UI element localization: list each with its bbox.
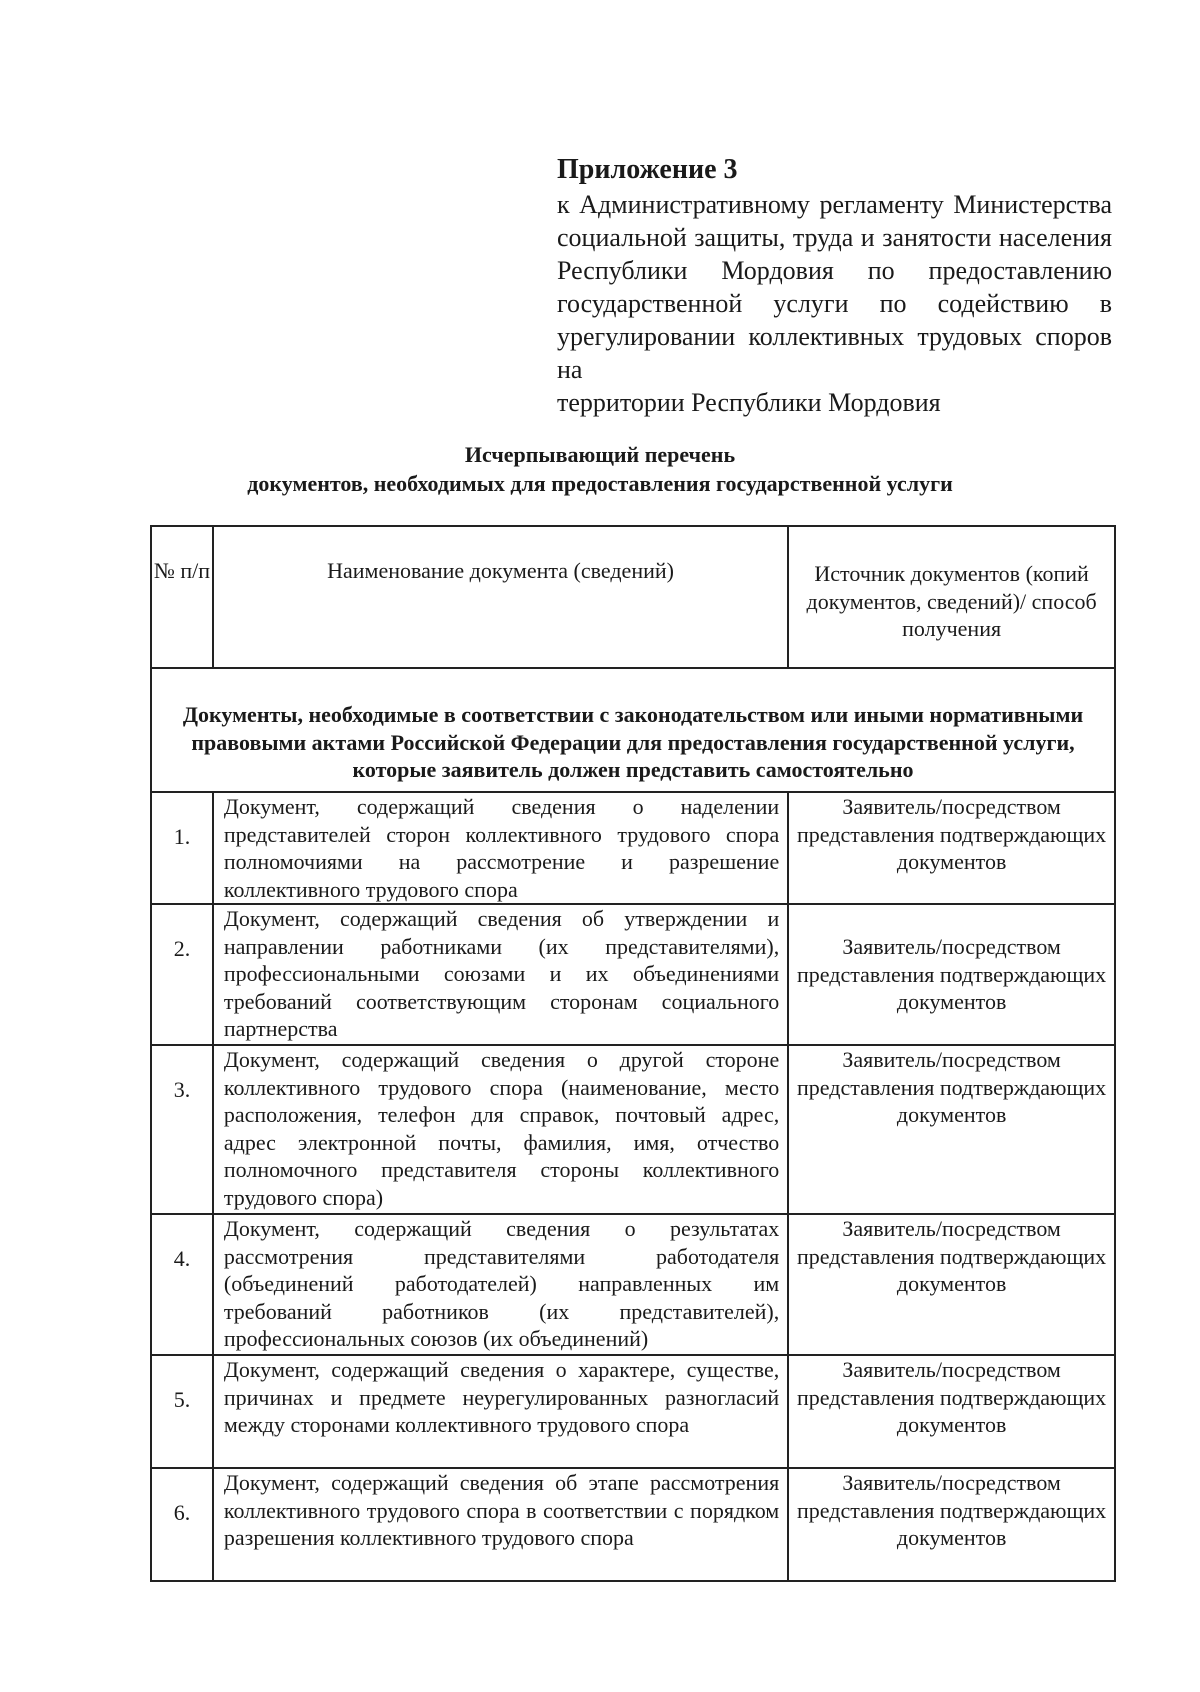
row-number: 3. [151, 1045, 213, 1214]
section-title: Документы, необходимые в соответствии с законодательством или иными нормативными правовыми актами Российской Федерации для предоставления государственной услуги, которые заявитель должен представить самостоятельно [151, 668, 1115, 792]
row-document-name: Документ, содержащий сведения об утверждении и направлении работниками (их представителями), профессиональными союзами и их объединениями требований соответствующим сторонам социального партнерства [213, 904, 788, 1045]
appendix-line: территории Республики Мордовия [557, 388, 941, 417]
heading-line-1: Исчерпывающий перечень [464, 442, 736, 467]
table-row [151, 1468, 1115, 1581]
appendix-title: Приложение 3 [557, 154, 738, 185]
row-document-name: Документ, содержащий сведения о другой стороне коллективного трудового спора (наименование, место расположения, телефон для справок, почтовый адрес, адрес электронной почты, фамилия, имя, отчество полномочного представителя стороны коллективного трудового спора) [213, 1045, 788, 1214]
row-document-name: Документ, содержащий сведения о результатах рассмотрения представителями работодателя (объединений работодателей) направленных им требований работников (их представителей), профессиональных союзов (их объединений) [213, 1214, 788, 1355]
appendix-line: к Административному регламенту [557, 190, 944, 219]
header-num: № п/п [151, 526, 213, 668]
header-name: Наименование документа (сведений) [213, 526, 788, 668]
table-row [151, 904, 1115, 1045]
appendix-text [557, 188, 1112, 419]
row-source: Заявитель/посредством представления подтверждающих документов [788, 1214, 1115, 1355]
table-row [151, 1214, 1115, 1355]
row-source: Заявитель/посредством представления подтверждающих документов [788, 792, 1115, 904]
row-document-name: Документ, содержащий сведения о характере, существе, причинах и предмете неурегулированных разногласий между сторонами коллективного трудового спора [213, 1355, 788, 1468]
appendix-line: по содействию в урегулировании [557, 289, 1112, 351]
appendix-line: Министерства социальной защиты, труда и [557, 190, 1112, 252]
row-document-name: Документ, содержащий сведения об этапе рассмотрения коллективного трудового спора в соответствии с порядком разрешения коллективного трудового спора [213, 1468, 788, 1581]
row-source: Заявитель/посредством представления подтверждающих документов [788, 1045, 1115, 1214]
section-row [151, 668, 1115, 792]
row-document-name: Документ, содержащий сведения о наделении представителей сторон коллективного трудового спора полномочиями на рассмотрение и разрешение коллективного трудового спора [213, 792, 788, 904]
table-row [151, 1355, 1115, 1468]
row-number: 4. [151, 1214, 213, 1355]
appendix-line: коллективных трудовых споров на [557, 322, 1112, 384]
row-number: 1. [151, 792, 213, 904]
header-source: Источник документов (копий документов, сведений)/ способ получения [788, 526, 1115, 668]
table-row [151, 792, 1115, 904]
documents-table [150, 525, 1116, 1582]
row-source: Заявитель/посредством представления подтверждающих документов [788, 1355, 1115, 1468]
appendix-line: занятости населения Республики Мордовия [557, 223, 1112, 285]
row-source: Заявитель/посредством представления подтверждающих документов [788, 904, 1115, 1045]
row-number: 2. [151, 904, 213, 1045]
heading-line-2: документов, необходимых для предоставления государственной услуги [247, 471, 953, 496]
table-header-row [151, 526, 1115, 668]
appendix-block [557, 152, 1112, 419]
document-heading [150, 440, 1050, 498]
row-number: 6. [151, 1468, 213, 1581]
table-row [151, 1045, 1115, 1214]
row-number: 5. [151, 1355, 213, 1468]
row-source: Заявитель/посредством представления подтверждающих документов [788, 1468, 1115, 1581]
appendix-line: по предоставлению государственной услуги [557, 256, 1113, 318]
